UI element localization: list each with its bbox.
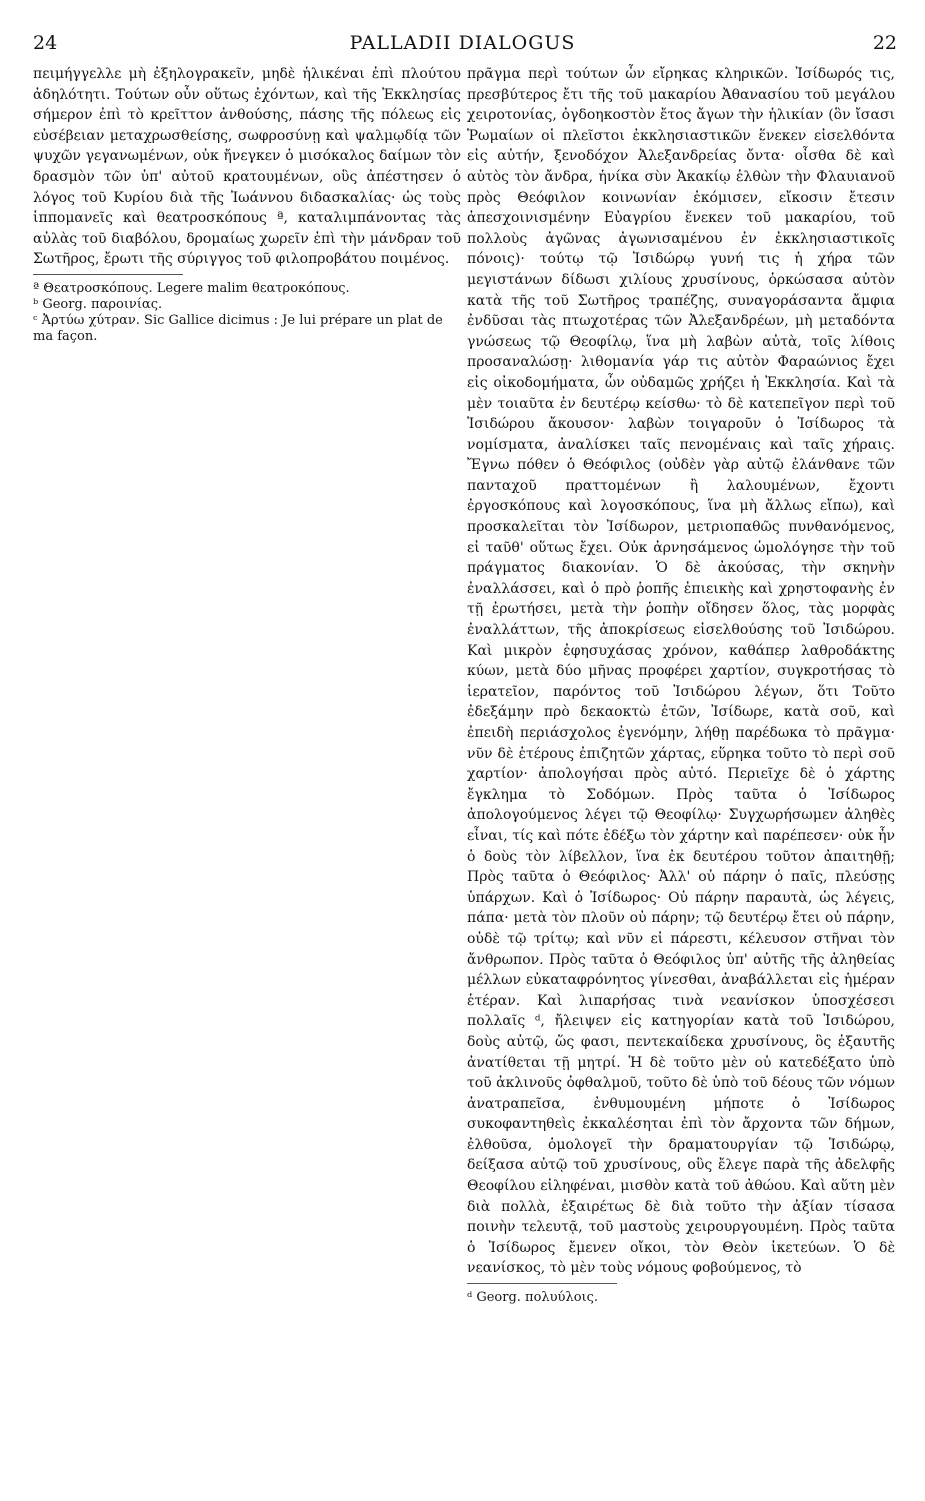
running-header bbox=[0, 0, 925, 60]
page-number-right: 22 bbox=[872, 32, 897, 54]
footnote-b: ᵇ Georg. παροινίας. bbox=[33, 296, 163, 312]
left-column-text: πειμήγγελλε μὴ ἐξηλογρακεῖν, μηδὲ ἡλικέναι ἐπὶ πλούτου ἀδηλότητι. Τούτων οὖν οὕτως ἐχόντων, καὶ τῆς Ἐκκλησίας σήμερον ἐπὶ τὸ κρεῖττον ἀνθούσης, πάσης τῆς πόλεως εἰς εὐσέβειαν μεταχρωσθείσης, σωφροσύνῃ καὶ ψαλμῳδίᾳ τῶν ψυχῶν γεγανωμένων, οὐκ ἤνεγκεν ὁ μισόκαλος δαίμων τὸν δρασμὸν τῶν ὑπ' αὐτοῦ κρατουμένων, οὓς ἀπέστησεν ὁ λόγος τοῦ Κυρίου διὰ τῆς Ἰωάννου διδασκαλίας· ὡς τοὺς ἱππομανεῖς καὶ θεατροσκόπους ª, καταλιμπάνοντας τὰς αὐλὰς τοῦ διαβόλου, δρομαίως χωρεῖν ἐπὶ τὴν μάνδραν τοῦ Σωτῆρος, ἔρωτι τῆς σύριγγος τοῦ φιλοπροβάτου ποιμένος. bbox=[33, 66, 461, 268]
right-column-text: πρᾶγμα περὶ τούτων ὧν εἴρηκας κληρικῶν. Ἰσίδωρός τις, πρεσβύτερος ἔτι τῆς τοῦ μακαρίου Ἀθανασίου τοῦ μεγάλου χειροτονίας, ὀγδοηκοστὸν ἔτος ἄγων τὴν ἡλικίαν (ὃν ἴσασι Ῥωμαίων οἱ πλεῖστοι ἐκκλησιαστικῶν ἕνεκεν εἰσελθόντα εἰς αὐτήν, ξενοδόχον Ἀλεξανδρείας ὄντα· οἶσθα δὲ καὶ αὐτὸς τὸν ἄνδρα, ἡνίκα σὺν Ἀκακίῳ ἐλθὼν τὴν Φλαυιανοῦ πρὸς Θεόφιλον κοινωνίαν ἐκόμισεν, εἴκοσιν ἔτεσιν ἀπεσχοινισμένην Εὐαγρίου ἕνεκεν τοῦ μακαρίου, τοῦ πολλοὺς ἀγῶνας ἀγωνισαμένου ἐν ἐκκλησιαστικοῖς πόνοις)· τούτῳ τῷ Ἰσιδώρῳ γυνή τις ἡ χήρα τῶν μεγιστάνων δίδωσι χιλίους χρυσίνους, ὁρκώσασα αὐτὸν κατὰ τῆς τοῦ Σωτῆρος τραπέζης, συναγοράσαντα ἄμφια ἐνδῦσαι τὰς πτωχοτέρας τῶν Ἀλεξανδρέων, μὴ μεταδόντα γνώσεως τῷ Θεοφίλῳ, ἵνα μὴ λαβὼν αὐτὰ, τοῖς λίθοις προσαναλώσῃ· λιθομανία γάρ τις αὐτὸν Φαραώνιος ἔχει εἰς οἰκοδομήματα, ὧν οὐδαμῶς χρήζει ἡ Ἐκκλησία. Καὶ τὰ μὲν τοιαῦτα ἐν δευτέρῳ κείσθω· τὸ δὲ κατεπεῖγον περὶ τοῦ Ἰσιδώρου ἄκουσον· λαβὼν τοιγαροῦν ὁ Ἰσίδωρος τὰ νομίσματα, ἀναλίσκει ταῖς πενομέναις καὶ ταῖς χήραις. Ἔγνω πόθεν ὁ Θεόφιλος (οὐδὲν γὰρ αὐτῷ ἐλάνθανε τῶν πανταχοῦ πραττομένων ἢ λαλουμένων, ἔχοντι ἐργοσκόπους καὶ λογοσκόπους, ἵνα μὴ ἄλλως εἴπω), καὶ προσκαλεῖται τὸν Ἰσίδωρον, μετριοπαθῶς πυνθανόμενος, εἰ ταῦθ' οὕτως ἔχει. Οὐκ ἀρνησάμενος ὡμολόγησε τὴν τοῦ πράγματος διακονίαν. Ὁ δὲ ἀκούσας, τὴν σκηνὴν ἐναλλάσσει, καὶ ὁ πρὸ ῥοπῆς ἐπιεικὴς καὶ χρηστοφανὴς ἐν τῇ ἐρωτήσει, μετὰ τὴν ῥοπὴν οἴδησεν ὅλος, τὰς μορφὰς ἐναλλάττων, τῆς ἀποκρίσεως εἰσελθούσης τοῦ Ἰσιδώρου. Καὶ μικρὸν ἐφησυχάσας χρόνον, καθάπερ λαθροδάκτης κύων, μετὰ δύο μῆνας προφέρει χαρτίον, συγκροτήσας τὸ ἱερατεῖον, παρόντος τοῦ Ἰσιδώρου λέγων, ὅτι Τοῦτο ἐδεξάμην πρὸ δεκαοκτὼ ἐτῶν, Ἰσίδωρε, κατὰ σοῦ, καὶ ἐπειδὴ περιάσχολος ἐγενόμην, λήθῃ παρέδωκα τὸ πρᾶγμα· νῦν δὲ ἑτέρους ἐπιζητῶν χάρτας, εὕρηκα τοῦτο τὸ περὶ σοῦ χαρτίον· ἀπολογήσαι πρὸς αὐτό. Περιεῖχε δὲ ὁ χάρτης ἔγκλημα τὸ Σοδόμων. Πρὸς ταῦτα ὁ Ἰσίδωρος ἀπολογούμενος λέγει τῷ Θεοφίλῳ· Συγχωρήσωμεν ἀληθὲς εἶναι, τίς καὶ πότε ἐδέξω τὸν χάρτην καὶ παρέπεσεν· οὐκ ἦν ὁ δοὺς τὸν λίβελλον, ἵνα ἐκ δευτέρου τοῦτον ἀπαιτηθῇ; Πρὸς ταῦτα ὁ Θεόφιλος· Ἀλλ' οὐ πάρην ὁ παῖς, πλεύσῃς ὑπάρχων. Καὶ ὁ Ἰσίδωρος· Οὐ πάρην παραυτὰ, ὡς λέγεις, πάπα· μετὰ τὸν πλοῦν οὐ πάρην; τῷ δευτέρῳ ἔτει οὐ πάρην, οὐδὲ τῷ τρίτῳ; καὶ νῦν εἰ πάρεστι, κέλευσον στῆναι τὸν ἄνθρωπον. Πρὸς ταῦτα ὁ Θεόφιλος ὑπ' αὐτῆς τῆς ἀληθείας μέλλων εὐκαταφρόνητος γίνεσθαι, ἀναβάλλεται εἰς ἡμέραν ἑτέραν. Καὶ λιπαρήσας τινὰ νεανίσκον ὑποσχέσεσι πολλαῖς ᵈ, ἤλειψεν εἰς κατηγορίαν κατὰ τοῦ Ἰσιδώρου, δοὺς αὐτῷ, ὥς φασι, πεντεκαίδεκα χρυσίνους, ὃς ἐξαυτῆς ἀνατίθεται τῇ μητρί. Ἡ δὲ τοῦτο μὲν οὐ κατεδέξατο ὑπὸ τοῦ ἀκλινοῦς ὀφθαλμοῦ, τοῦτο δὲ ὑπὸ τοῦ δέους τῶν νόμων ἀνατραπεῖσα, ἐνθυμουμένη μήποτε ὁ Ἰσίδωρος συκοφαντηθεὶς ἐκκαλέσηται ἐπὶ τὸν ἄρχοντα τῶν δήμων, ἐλθοῦσα, ὁμολογεῖ τὴν δραματουργίαν τῷ Ἰσιδώρῳ, δείξασα αὐτῷ τοῦ χρυσίνους, οὓς ἔλεγε παρὰ τῆς ἀδελφῆς Θεοφίλου εἰληφέναι, μισθὸν κατὰ τοῦ ἀθώου. Καὶ αὕτη μὲν διὰ πολλὰ, ἐξαιρέτως δὲ διὰ τοῦτο τὴν ἀξίαν τίσασα ποινὴν τελευτᾷ, τοῦ μαστοὺς χειρουργουμένη. Πρὸς ταῦτα ὁ Ἰσίδωρος ἔμενεν οἴκοι, τὸν Θεὸν ἱκετεύων. Ὁ δὲ νεανίσκος, τὸ μὲν τοὺς νόμους φοβούμενος, τὸ bbox=[467, 66, 895, 1277]
running-title: PALLADII DIALOGUS bbox=[349, 32, 576, 54]
page-number-left: 24 bbox=[33, 32, 58, 54]
footnote-divider bbox=[467, 1283, 617, 1284]
footnote-divider bbox=[33, 274, 183, 275]
footnote-d: ᵈ Georg. πολυύλοις. bbox=[467, 1290, 599, 1306]
footnote-a: ª Θεατροσκόπους. Legere malim θεατροκόπους. bbox=[33, 280, 350, 296]
right-column bbox=[467, 64, 895, 1496]
footnote-c: ᶜ Ἀρτύω χύτραν. Sic Gallice dicimus : Je lui prépare un plat de ma façon. bbox=[33, 312, 443, 344]
left-column bbox=[33, 64, 461, 1496]
